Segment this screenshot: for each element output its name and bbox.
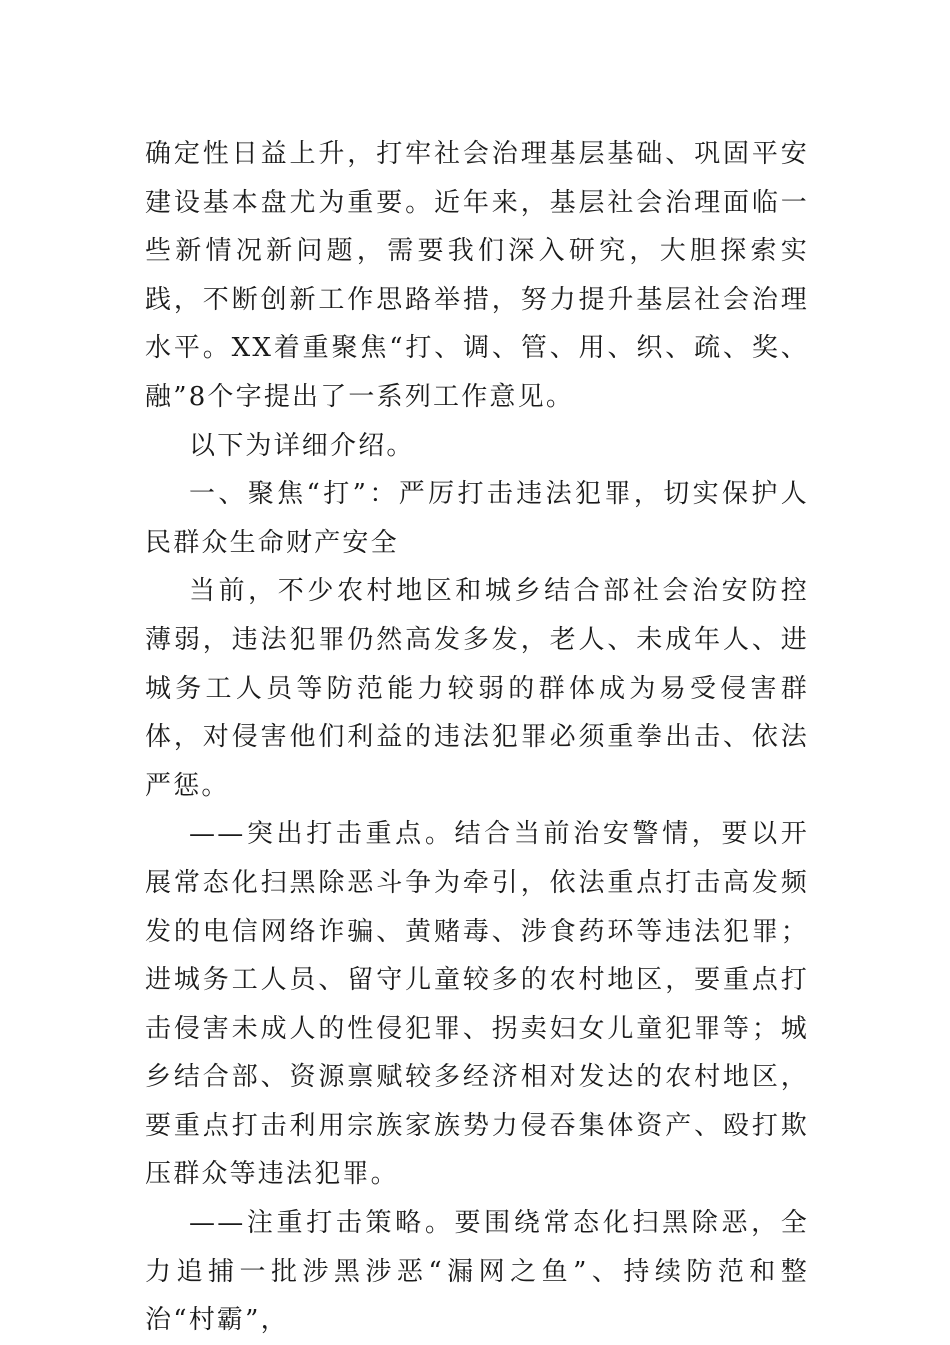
paragraph-intro-continuation: 确定性日益上升，打牢社会治理基层基础、巩固平安建设基本盘尤为重要。近年来，基层社会治理面临一些新情况新问题，需要我们深入研究，大胆探索实践，不断创新工作思路举措，努力提升基层社会治理水平。XX着重聚焦“打、调、管、用、织、疏、奖、融”8个字提出了一系列工作意见。 [145, 139, 809, 412]
paragraph-strike-priorities: ——突出打击重点。结合当前治安警情，要以开展常态化扫黑除恶斗争为牵引，依法重点打击高发频发的电信网络诈骗、黄赌毒、涉食药环等违法犯罪；进城务工人员、留守儿童较多的农村地区，要重点打击侵害未成人的性侵犯罪、拐卖妇女儿童犯罪等；城乡结合部、资源禀赋较多经济相对发达的农村地区，要重点打击利用宗族家族势力侵吞集体资产、殴打欺压群众等违法犯罪。 [145, 819, 809, 1190]
document-body [145, 130, 809, 1345]
paragraph-strike-strategy: ——注重打击策略。要围绕常态化扫黑除恶，全力追捕一批涉黑涉恶“漏网之鱼”、持续防范和整治“村霸”， [145, 1208, 809, 1336]
section-heading-strike: 一、聚焦“打”：严厉打击违法犯罪，切实保护人民群众生命财产安全 [145, 479, 809, 558]
paragraph-current-situation: 当前，不少农村地区和城乡结合部社会治安防控薄弱，违法犯罪仍然高发多发，老人、未成年人、进城务工人员等防范能力较弱的群体成为易受侵害群体，对侵害他们利益的违法犯罪必须重拳出击、依法严惩。 [145, 576, 809, 801]
paragraph-transition: 以下为详细介绍。 [189, 430, 415, 461]
